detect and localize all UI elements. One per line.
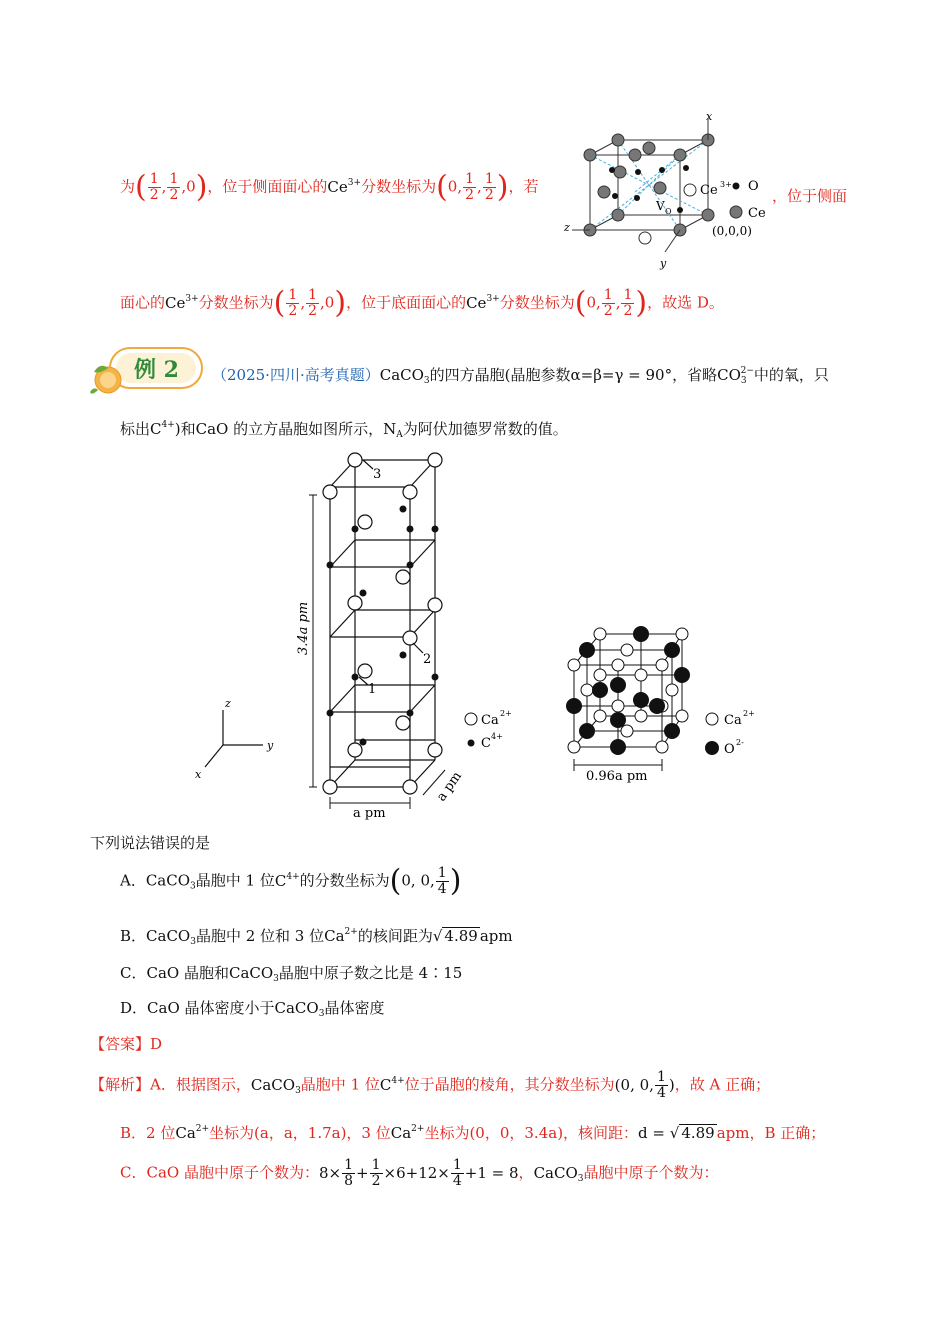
paren: ) (635, 285, 648, 321)
axis-z-label: z (225, 697, 231, 710)
paren: ) (449, 863, 462, 899)
charge: 4+ (286, 871, 300, 882)
charge: 2+ (411, 1124, 425, 1134)
text: CaCO (379, 366, 424, 384)
text: C．CaO 晶胞和 (120, 964, 229, 982)
legend-ca: Ca (481, 713, 499, 728)
charge: 4+ (391, 1075, 405, 1086)
badge-label: 例 2 (134, 357, 179, 383)
text: C．CaO 晶胞中原子个数为： (120, 1163, 319, 1182)
text: 中的氧，只 (753, 366, 829, 384)
text: +1 = 8 (464, 1163, 519, 1182)
text: 的核间距为 (357, 927, 433, 945)
source: （2025·四川·高考真题） (212, 366, 380, 384)
text: 晶胞中 1 位 (195, 871, 275, 890)
legend-ce: Ce (748, 206, 766, 221)
ion (324, 927, 358, 945)
fraction (436, 866, 449, 897)
ion (175, 1124, 209, 1142)
axis-y-label: y (267, 739, 274, 752)
den: 2 (371, 1173, 381, 1189)
text: 分数坐标为 (499, 293, 575, 312)
num: 1 (344, 1157, 354, 1173)
den: 8 (344, 1173, 354, 1189)
formula: CaCO$_3$ (533, 1163, 584, 1184)
text: 0 (586, 293, 596, 312)
text: A．根据图示， (150, 1075, 251, 1094)
sqrt-value: 4.89 (681, 1124, 715, 1142)
text: Ce (165, 293, 186, 312)
text: CaCO (250, 1075, 296, 1094)
charge: 4+ (491, 732, 503, 741)
paren: ( (436, 169, 448, 205)
sub: A (396, 430, 403, 440)
num: 1 (465, 171, 475, 187)
text: CaCO (274, 999, 319, 1017)
ion (466, 294, 500, 312)
ion (327, 178, 361, 196)
text: CaCO (228, 964, 274, 982)
text: Ca (390, 1124, 412, 1142)
text: 坐标为(a，a，1.7a)，3 位 (209, 1124, 391, 1142)
num: 1 (308, 287, 318, 303)
ion: $C^{4+}$ (274, 871, 300, 890)
num: 1 (484, 171, 494, 187)
formula (318, 1157, 519, 1189)
legend-ca: Ca (724, 713, 742, 728)
num: 1 (603, 287, 613, 303)
num: 1 (437, 865, 447, 881)
num: 1 (288, 287, 298, 303)
text: ×6+12× (383, 1163, 450, 1182)
cao-cell-figure (560, 620, 770, 790)
cube-edge-label: 0.96a pm (586, 769, 648, 784)
text: 0 (639, 1075, 650, 1094)
text: 分数坐标为 (361, 177, 437, 196)
top-line-1: 为( $\frac{1}{2}$ , $\frac{1}{2}$ ,0)，位于侧面面心的$Ce^{3+}$分数坐标为(0, $\frac{1}{2}$ , $\frac{1}{2}$ )，若 (120, 169, 539, 205)
axis-x-label: x (706, 110, 713, 123)
fraction (463, 172, 476, 203)
text: 晶胞中 1 位 (300, 1075, 380, 1094)
answer-label: 【答案】 (90, 1035, 151, 1053)
den: 2 (465, 187, 475, 203)
num: 1 (371, 1157, 381, 1173)
fraction (483, 172, 496, 203)
den: 2 (288, 303, 298, 319)
fraction (370, 1158, 383, 1189)
top-line-1-tail (772, 185, 847, 206)
den: 4 (437, 881, 447, 897)
den: 2 (623, 303, 633, 319)
axis-y-label: y (660, 257, 667, 270)
paren: ( (273, 285, 286, 321)
text: 0 (324, 293, 335, 312)
text: ，故选 D。 (647, 293, 724, 312)
charge: 2− (740, 366, 754, 376)
text: )和CaO 的立方晶胞如图所示，N (174, 420, 397, 438)
sqrt-value: 4.89 (444, 927, 478, 945)
example-stem-line-1: （2025·四川·高考真题）CaCO$_3$的四方晶胞(晶胞参数α=β=γ = 90°，省略$CO_3^{2-}$中的氧，只 (212, 366, 829, 386)
label-3: 3 (373, 467, 382, 482)
option-c: C．CaO 晶胞和CaCO$_3$晶胞中原子数之比是 4∶15 (120, 964, 463, 984)
den: 4 (656, 1085, 666, 1101)
text: apm (479, 927, 513, 945)
label-2: 2 (423, 652, 432, 667)
text: Ca (324, 927, 345, 945)
paren: ) (496, 169, 509, 205)
analysis-a (90, 1070, 770, 1101)
legend-o: O (748, 179, 759, 194)
text: 为 (120, 177, 136, 196)
text: Ce (327, 177, 348, 196)
text: A．CaCO (120, 871, 191, 890)
charge: 4+ (161, 420, 175, 430)
text: D．CaO 晶体密度小于 (120, 999, 275, 1017)
den: 2 (603, 303, 613, 319)
coord: (0, 0, $\frac{1}{4}$ ) (614, 1069, 675, 1101)
num: 1 (623, 287, 633, 303)
text: 晶胞中 2 位和 3 位 (195, 927, 325, 945)
fraction (306, 288, 319, 319)
caco3-cell-figure (185, 445, 535, 825)
charge: 2+ (743, 709, 755, 718)
option-a: A．CaCO$_3$晶胞中 1 位$C^{4+}$的分数坐标为(0, 0, $\frac{1}{4}$ ) (120, 863, 462, 899)
den: 4 (452, 1173, 462, 1189)
legend-ce3: Ce (700, 183, 718, 198)
answer-value: D (150, 1035, 163, 1053)
axis-x-label: x (195, 768, 202, 781)
text: ，若 (508, 177, 539, 196)
analysis-c (120, 1158, 719, 1189)
text: ，故 A 正确； (674, 1075, 771, 1094)
den: 2 (149, 187, 159, 203)
fraction (621, 288, 634, 319)
depth-label: a pm (433, 769, 465, 805)
text: + (356, 1163, 369, 1182)
text: 标出C (120, 420, 162, 438)
height-label: 3.4a pm (296, 601, 311, 655)
text: 0 (186, 177, 196, 196)
text: 晶体密度 (324, 999, 385, 1017)
text: Ca (175, 1124, 196, 1142)
sub: O (665, 207, 672, 216)
text: ，位于侧面 (772, 187, 848, 205)
sub: 3 (740, 376, 747, 386)
option-b: B．CaCO$_3$晶胞中 2 位和 3 位$Ca^{2+}$的核间距为√ 4.89 apm (120, 927, 513, 947)
charge: 2+ (500, 709, 512, 718)
paren: ( (389, 863, 402, 899)
charge: 3+ (486, 293, 500, 304)
legend-o: O (724, 742, 735, 757)
text: 0 (420, 871, 430, 890)
num: 1 (169, 171, 179, 187)
text: 8× (318, 1163, 342, 1182)
text: ， (518, 1163, 534, 1182)
text: Ce (466, 293, 487, 312)
top-line-2: 面心的$Ce^{3+}$分数坐标为( $\frac{1}{2}$ , $\frac{1}{2}$ ,0)，位于底面面心的$Ce^{3+}$分数坐标为(0, $\frac{1}{2}$ , $\frac{1}{2}$ )，故选 D。 (120, 285, 724, 321)
paren: ) (195, 169, 208, 205)
fraction (167, 172, 180, 203)
question-text: 下列说法错误的是 (90, 834, 211, 852)
num: 1 (656, 1069, 666, 1085)
den: 2 (484, 187, 494, 203)
option-d: D．CaO 晶体密度小于CaCO$_3$晶体密度 (120, 999, 385, 1019)
num: 1 (149, 171, 159, 187)
text: 坐标为(0，0，3.4a)，核间距： (424, 1124, 639, 1142)
formula: d = √ 4.89 (638, 1124, 715, 1142)
charge: 3+ (347, 177, 362, 188)
text: apm，B 正确； (716, 1124, 826, 1142)
charge: 3+ (185, 293, 199, 304)
label-1: 1 (368, 682, 377, 697)
charge: 2+ (344, 927, 358, 937)
axis-z-label: z (564, 221, 570, 234)
analysis-b (120, 1122, 825, 1143)
text: 位于晶胞的棱角，其分数坐标为 (404, 1075, 615, 1094)
width-label: a pm (353, 806, 386, 821)
fraction (148, 172, 161, 203)
ceo2-cell-figure (560, 110, 775, 275)
text: 晶胞中原子数之比是 4∶15 (278, 964, 463, 982)
fraction (602, 288, 615, 319)
text: 为阿伏加德罗常数的值。 (402, 420, 568, 438)
analysis-label: 【解析】 (90, 1075, 151, 1094)
text: 0 (620, 1075, 631, 1094)
text: CaCO (533, 1163, 578, 1182)
example-stem-line-2 (120, 418, 568, 439)
text: B．CaCO (120, 927, 191, 945)
vacancy-label: V (656, 199, 665, 213)
charge: 2- (736, 738, 744, 747)
charge: 3+ (720, 180, 732, 189)
example-badge (90, 346, 206, 396)
text: 晶胞中原子个数为： (583, 1163, 719, 1182)
origin-label: (0,0,0) (712, 224, 752, 238)
num: 1 (452, 1157, 462, 1173)
fraction (286, 288, 299, 319)
charge: 2+ (195, 1124, 210, 1134)
text: ，位于底面面心的 (346, 293, 467, 312)
legend-c: C (481, 736, 491, 751)
text: 分数坐标为 (198, 293, 274, 312)
text: 的分数坐标为 (299, 871, 390, 890)
answer (90, 1033, 162, 1054)
fraction (451, 1158, 464, 1189)
text: B．2 位 (120, 1124, 176, 1142)
den: 2 (169, 187, 179, 203)
text: 0 (447, 177, 458, 196)
text: 0 (401, 871, 411, 890)
ion (391, 1124, 425, 1142)
formula: CaCO$_3$ (250, 1075, 301, 1096)
text: d = (638, 1124, 665, 1142)
ion: $C^{4+}$ (379, 1075, 405, 1094)
ion (165, 294, 199, 312)
fraction (655, 1070, 668, 1101)
paren: ) (334, 285, 347, 321)
text: 面心的 (120, 293, 166, 312)
fraction (342, 1158, 355, 1189)
text: ，位于侧面面心的 (207, 177, 328, 196)
paren: ( (135, 169, 147, 205)
paren: ( (574, 285, 587, 321)
text: 的四方晶胞(晶胞参数α=β=γ = 90°，省略CO (429, 366, 741, 384)
den: 2 (308, 303, 318, 319)
